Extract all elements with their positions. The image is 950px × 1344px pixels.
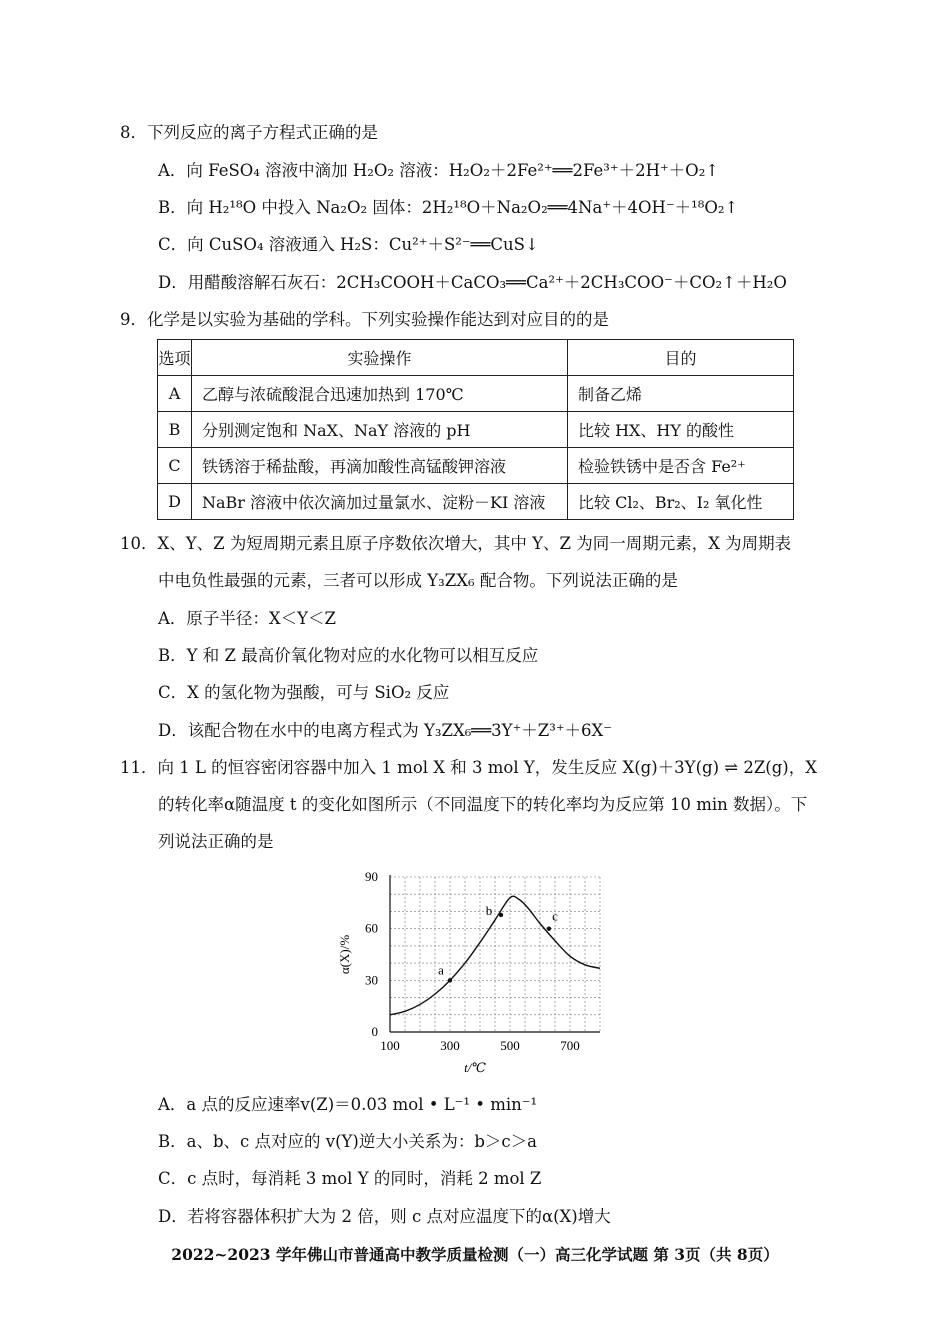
cell-operation: 分别测定饱和 NaX、NaY 溶液的 pH (192, 412, 568, 448)
x-tick-label: 500 (500, 1038, 520, 1053)
q9-stem: 9．化学是以实验为基础的学科。下列实验操作能达到对应目的的是 (120, 310, 609, 329)
cell-option: C (158, 448, 192, 484)
table-row (158, 412, 794, 448)
page-footer: 2022~2023 学年佛山市普通高中教学质量检测（一）高三化学试题 第 3页（共 8页） (171, 1245, 779, 1264)
conversion-chart (335, 862, 615, 1082)
cell-operation: NaBr 溶液中依次滴加过量氯水、淀粉－KI 溶液 (192, 484, 568, 520)
q11-option-a: A．a 点的反应速率v(Z)＝0.03 mol • L⁻¹ • min⁻¹ (158, 1095, 538, 1114)
q11-stem-line1: 11．向 1 L 的恒容密闭容器中加入 1 mol X 和 3 mol Y，发生反应 X(g)＋3Y(g) ⇌ 2Z(g)，X (120, 758, 817, 777)
q8-option-d: D．用醋酸溶解石灰石：2CH₃COOH＋CaCO₃══Ca²⁺＋2CH₃COO⁻＋CO₂↑＋H₂O (158, 273, 787, 292)
cell-purpose: 检验铁锈中是否含 Fe²⁺ (568, 448, 794, 484)
y-tick-label: 90 (365, 869, 378, 884)
cell-option: B (158, 412, 192, 448)
x-tick-label: 100 (380, 1038, 400, 1053)
cell-purpose: 制备乙烯 (568, 376, 794, 412)
table-row (158, 376, 794, 412)
q10-stem-line1: 10．X、Y、Z 为短周期元素且原子序数依次增大，其中 Y、Z 为同一周期元素，X 为周期表 (120, 534, 792, 553)
q9-table (157, 339, 794, 520)
header-operation: 实验操作 (192, 340, 568, 376)
point-c (547, 926, 551, 930)
header-option: 选项 (158, 340, 192, 376)
q11-option-d: D．若将容器体积扩大为 2 倍，则 c 点对应温度下的α(X)增大 (158, 1207, 611, 1226)
q10-stem-line2: 中电负性最强的元素，三者可以形成 Y₃ZX₆ 配合物。下列说法正确的是 (158, 571, 678, 590)
table-row (158, 448, 794, 484)
table-header-row (158, 340, 794, 376)
q11-option-c: C．c 点时，每消耗 3 mol Y 的同时，消耗 2 mol Z (158, 1169, 542, 1188)
x-tick-label: 300 (440, 1038, 460, 1053)
point-label-a: a (438, 962, 444, 978)
q8-option-a: A．向 FeSO₄ 溶液中滴加 H₂O₂ 溶液：H₂O₂＋2Fe²⁺══2Fe³⁺＋2H⁺＋O₂↑ (158, 161, 720, 180)
cell-purpose: 比较 HX、HY 的酸性 (568, 412, 794, 448)
q11-option-b: B．a、b、c 点对应的 v(Y)逆大小关系为：b＞c＞a (158, 1132, 537, 1151)
y-tick-label: 30 (365, 972, 378, 988)
q10-option-c: C．X 的氢化物为强酸，可与 SiO₂ 反应 (158, 683, 450, 702)
q11-stem-line2: 的转化率α随温度 t 的变化如图所示（不同温度下的转化率均为反应第 10 min 数据）。下 (158, 795, 808, 814)
cell-purpose: 比较 Cl₂、Br₂、I₂ 氧化性 (568, 484, 794, 520)
x-axis-label: t/℃ (464, 1060, 486, 1075)
point-label-c: c (552, 908, 558, 924)
y-tick-label: 60 (365, 920, 378, 936)
point-b (499, 913, 503, 917)
cell-option: A (158, 376, 192, 412)
point-a (448, 978, 452, 982)
cell-operation: 乙醇与浓硫酸混合迅速加热到 170℃ (192, 376, 568, 412)
header-purpose: 目的 (568, 340, 794, 376)
q8-option-b: B．向 H₂¹⁸O 中投入 Na₂O₂ 固体：2H₂¹⁸O＋Na₂O₂══4Na⁺＋4OH⁻＋¹⁸O₂↑ (158, 198, 739, 217)
x-tick-label: 700 (560, 1038, 580, 1053)
cell-option: D (158, 484, 192, 520)
point-label-b: b (485, 902, 493, 918)
q10-option-b: B．Y 和 Z 最高价氧化物对应的水化物可以相互反应 (158, 646, 539, 665)
chart-ticks (365, 869, 580, 1053)
y-tick-label: 0 (371, 1024, 378, 1039)
table-row (158, 484, 794, 520)
q8-stem: 8．下列反应的离子方程式正确的是 (120, 123, 378, 142)
y-axis-label: α(X)/% (337, 934, 352, 975)
q10-option-d: D．该配合物在水中的电离方程式为 Y₃ZX₆══3Y⁺＋Z³⁺＋6X⁻ (158, 721, 613, 740)
q8-option-c: C．向 CuSO₄ 溶液通入 H₂S：Cu²⁺＋S²⁻══CuS↓ (158, 235, 539, 254)
cell-operation: 铁锈溶于稀盐酸，再滴加酸性高锰酸钾溶液 (192, 448, 568, 484)
q10-option-a: A．原子半径：X＜Y＜Z (158, 609, 337, 628)
q11-stem-line3: 列说法正确的是 (158, 832, 274, 851)
